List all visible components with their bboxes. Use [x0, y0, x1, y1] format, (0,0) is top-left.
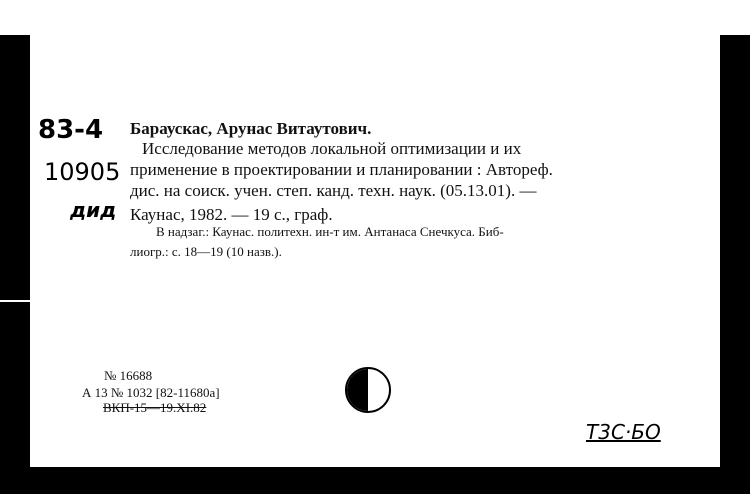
- note-line-1: В надзаг.: Каунас. политехн. ин-т им. Антанаса Снечкуса. Биб-: [156, 224, 504, 239]
- title-line-1: Исследование методов локальной оптимизации и их: [142, 139, 522, 158]
- scan-right-border: [720, 35, 750, 467]
- shelf-mark-handwritten: 83-4: [38, 115, 104, 145]
- author-heading: Бараускас, Арунас Витаутович.: [130, 119, 372, 138]
- scan-edge-line: [0, 300, 30, 302]
- scan-bottom-border: [30, 467, 750, 494]
- title-line-2: применение в проектировании и планировании : Автореф.: [130, 160, 553, 179]
- handwritten-note: дид: [70, 198, 117, 222]
- record-number: № 16688: [104, 368, 153, 383]
- scan-top-margin: [0, 0, 750, 35]
- library-stamp-icon: [345, 367, 391, 413]
- title-line-3: дис. на соиск. учен. степ. канд. техн. наук. (05.13.01). —: [130, 181, 537, 200]
- note-line-2: лиогр.: с. 18—19 (10 назв.).: [130, 244, 282, 259]
- registry-line: ВКП-15—19.XI.82: [103, 400, 207, 415]
- inventory-number-handwritten: 10905: [44, 158, 121, 186]
- title-line-4: Каунас, 1982. — 19 с., граф.: [130, 205, 333, 224]
- scan-left-border: [0, 35, 30, 494]
- bottom-handwritten-note: Т3С·БО: [586, 420, 661, 444]
- catalog-line: А 13 № 1032 [82-11680а]: [82, 385, 220, 400]
